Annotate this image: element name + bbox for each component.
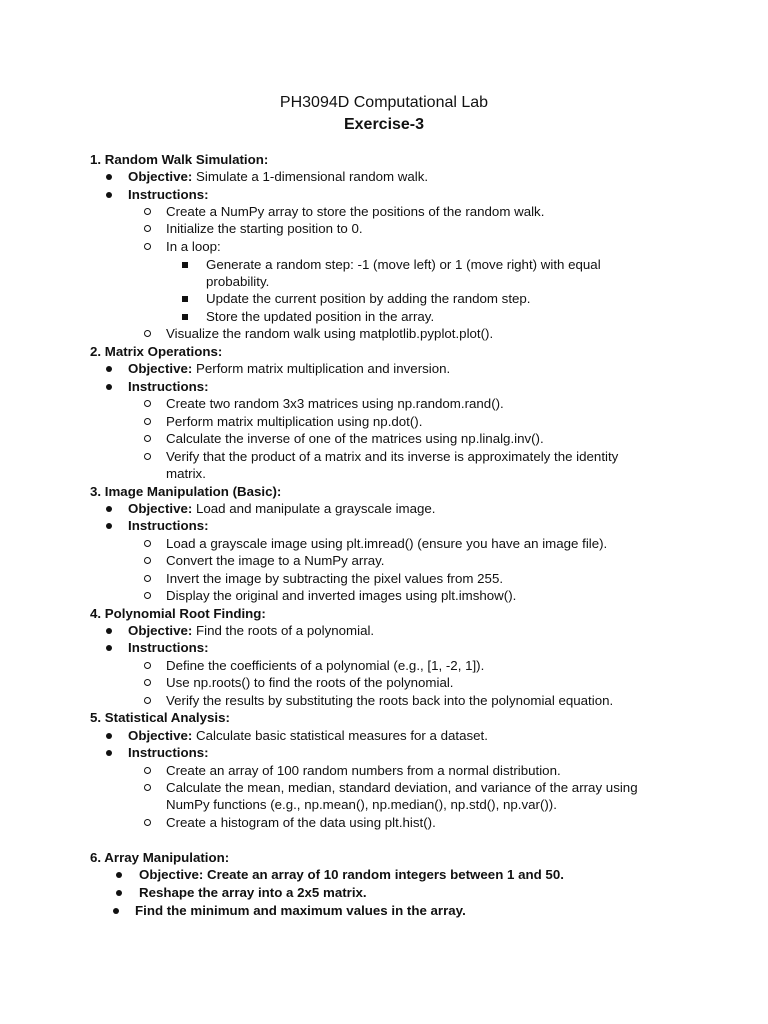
- bullet-icon: [106, 523, 112, 529]
- instruction-text: Update the current position by adding the random step.: [206, 291, 531, 306]
- circle-bullet-icon: [144, 243, 151, 250]
- circle-bullet-icon: [144, 557, 151, 564]
- circle-bullet-icon: [144, 662, 151, 669]
- instruction-text: Use np.roots() to find the roots of the polynomial.: [166, 675, 454, 690]
- instruction-text: Invert the image by subtracting the pixel values from 255.: [166, 571, 504, 586]
- circle-bullet-icon: [144, 767, 151, 774]
- bullet-icon: [106, 506, 112, 512]
- item-text: Reshape the array into a 2x5 matrix.: [139, 885, 367, 900]
- instruction-text: Calculate the mean, median, standard deviation, and variance of the array using: [166, 780, 638, 795]
- bullet-icon: [106, 366, 112, 372]
- objective-text: Simulate a 1-dimensional random walk.: [196, 169, 429, 184]
- circle-bullet-icon: [144, 208, 151, 215]
- section-heading: 3. Image Manipulation (Basic):: [90, 484, 282, 499]
- circle-bullet-icon: [144, 819, 151, 826]
- instruction-text: Create an array of 100 random numbers from a normal distribution.: [166, 763, 561, 778]
- bullet-icon: [106, 628, 112, 634]
- item-text: Objective: Create an array of 10 random integers between 1 and 50.: [139, 867, 564, 882]
- bullet-icon: [106, 733, 112, 739]
- objective-label: Objective:: [128, 728, 193, 743]
- objective-label: Objective:: [128, 623, 193, 638]
- circle-bullet-icon: [144, 575, 151, 582]
- circle-bullet-icon: [144, 697, 151, 704]
- instructions-label: Instructions:: [128, 640, 209, 655]
- circle-bullet-icon: [144, 592, 151, 599]
- instruction-text: Calculate the inverse of one of the matrices using np.linalg.inv().: [166, 431, 544, 446]
- section-heading: 1. Random Walk Simulation:: [90, 152, 269, 167]
- instructions-label: Instructions:: [128, 187, 209, 202]
- section-heading: 5. Statistical Analysis:: [90, 710, 230, 725]
- bullet-icon: [116, 890, 122, 896]
- bullet-icon: [106, 192, 112, 198]
- circle-bullet-icon: [144, 679, 151, 686]
- instruction-text: In a loop:: [166, 239, 221, 254]
- instruction-text: NumPy functions (e.g., np.mean(), np.median(), np.std(), np.var()).: [166, 797, 557, 812]
- instruction-text: Create two random 3x3 matrices using np.random.rand().: [166, 396, 504, 411]
- objective-text: Perform matrix multiplication and inversion.: [196, 361, 451, 376]
- circle-bullet-icon: [144, 330, 151, 337]
- instructions-label: Instructions:: [128, 379, 209, 394]
- section-heading: 4. Polynomial Root Finding:: [90, 606, 266, 621]
- section-heading: 6. Array Manipulation:: [90, 850, 230, 865]
- square-bullet-icon: [182, 296, 188, 302]
- document-subtitle: Exercise-3: [343, 116, 425, 133]
- circle-bullet-icon: [144, 418, 151, 425]
- instruction-text: Generate a random step: -1 (move left) or 1 (move right) with equal: [206, 257, 601, 272]
- instruction-text: Perform matrix multiplication using np.dot().: [166, 414, 423, 429]
- square-bullet-icon: [182, 262, 188, 268]
- circle-bullet-icon: [144, 784, 151, 791]
- instructions-label: Instructions:: [128, 518, 209, 533]
- instruction-text: Display the original and inverted images using plt.imshow().: [166, 588, 517, 603]
- bullet-icon: [106, 645, 112, 651]
- objective-text: Find the roots of a polynomial.: [196, 623, 375, 638]
- instruction-text: Verify that the product of a matrix and its inverse is approximately the identity: [166, 449, 619, 464]
- objective-text: Calculate basic statistical measures for a dataset.: [196, 728, 488, 743]
- objective-label: Objective:: [128, 501, 193, 516]
- circle-bullet-icon: [144, 453, 151, 460]
- instruction-text: Initialize the starting position to 0.: [166, 221, 363, 236]
- circle-bullet-icon: [144, 540, 151, 547]
- document-title: PH3094D Computational Lab: [279, 94, 489, 111]
- instruction-text: Create a histogram of the data using plt.hist().: [166, 815, 436, 830]
- bullet-icon: [113, 908, 119, 914]
- instruction-text: matrix.: [166, 466, 206, 481]
- section-heading: 2. Matrix Operations:: [90, 344, 223, 359]
- bullet-icon: [106, 750, 112, 756]
- square-bullet-icon: [182, 314, 188, 320]
- instruction-text: probability.: [206, 274, 270, 289]
- circle-bullet-icon: [144, 435, 151, 442]
- instructions-label: Instructions:: [128, 745, 209, 760]
- instruction-text: Load a grayscale image using plt.imread() (ensure you have an image file).: [166, 536, 608, 551]
- bullet-icon: [116, 872, 122, 878]
- instruction-text: Visualize the random walk using matplotlib.pyplot.plot().: [166, 326, 494, 341]
- instruction-text: Verify the results by substituting the roots back into the polynomial equation.: [166, 693, 614, 708]
- instruction-text: Create a NumPy array to store the positions of the random walk.: [166, 204, 545, 219]
- instruction-text: Store the updated position in the array.: [206, 309, 435, 324]
- bullet-icon: [106, 384, 112, 390]
- objective-label: Objective:: [128, 361, 193, 376]
- circle-bullet-icon: [144, 400, 151, 407]
- objective-text: Load and manipulate a grayscale image.: [196, 501, 436, 516]
- instruction-text: Define the coefficients of a polynomial (e.g., [1, -2, 1]).: [166, 658, 485, 673]
- item-text: Find the minimum and maximum values in the array.: [135, 903, 466, 918]
- circle-bullet-icon: [144, 225, 151, 232]
- instruction-text: Convert the image to a NumPy array.: [166, 553, 385, 568]
- objective-label: Objective:: [128, 169, 193, 184]
- bullet-icon: [106, 174, 112, 180]
